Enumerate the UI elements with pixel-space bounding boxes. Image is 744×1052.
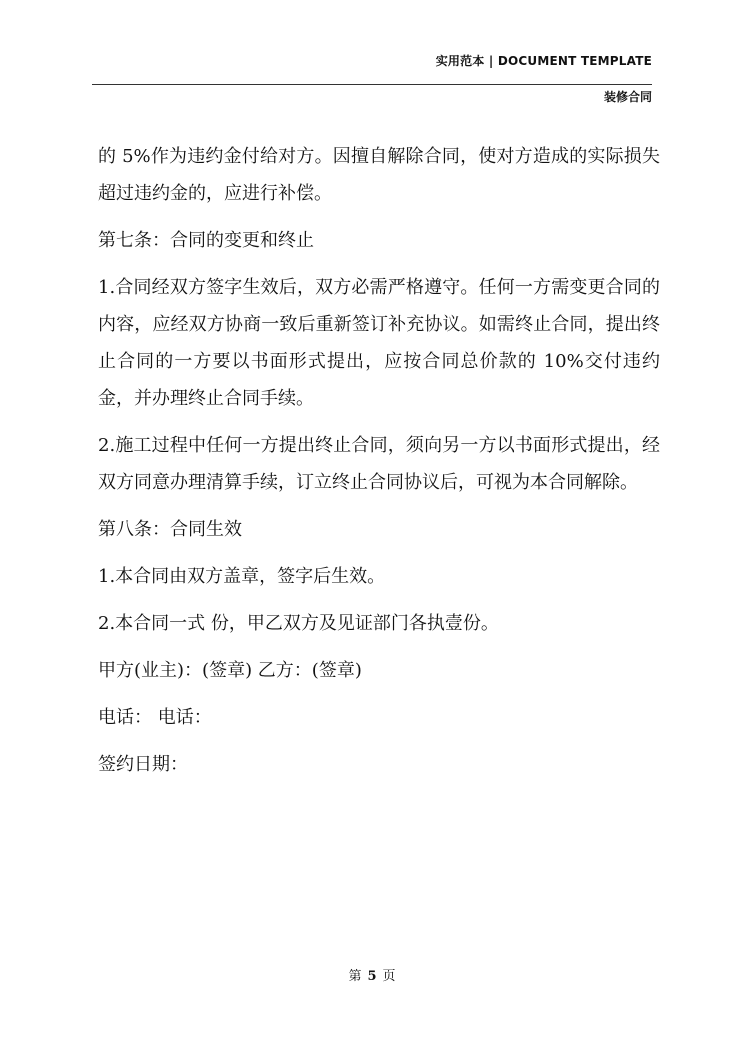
document-body (98, 138, 660, 793)
page-number-value: 5 (367, 969, 377, 984)
paragraph: 2.施工过程中任何一方提出终止合同，须向另一方以书面形式提出，经双方同意办理清算手续，订立终止合同协议后，可视为本合同解除。 (98, 435, 660, 493)
section-heading: 第八条：合同生效 (98, 519, 242, 540)
page-number (0, 965, 744, 984)
signing-date-line: 签约日期： (98, 754, 188, 775)
page-suffix: 页 (382, 969, 396, 984)
paragraph: 2.本合同一式 份，甲乙双方及见证部门各执壹份。 (98, 613, 499, 634)
header-title: 实用范本 | DOCUMENT TEMPLATE (435, 54, 652, 68)
header-subtitle: 装修合同 (603, 90, 652, 104)
paragraph: 1.合同经双方签字生效后，双方必需严格遵守。任何一方需变更合同的内容，应经双方协商一致后重新签订补充协议。如需终止合同，提出终止合同的一方要以书面形式提出，应按合同总价款的 10%交付违约金，并办理终止合同手续。 (98, 277, 660, 409)
paragraph: 的 5%作为违约金付给对方。因擅自解除合同，使对方造成的实际损失超过违约金的，应进行补偿。 (98, 146, 660, 204)
signature-line: 甲方(业主)：(签章) 乙方：(签章) (98, 660, 362, 681)
paragraph: 1.本合同由双方盖章，签字后生效。 (98, 566, 386, 587)
section-heading: 第七条：合同的变更和终止 (98, 230, 314, 251)
page-prefix: 第 (348, 969, 362, 984)
header-divider (92, 84, 652, 85)
phone-line: 电话： 电话： (98, 707, 212, 728)
